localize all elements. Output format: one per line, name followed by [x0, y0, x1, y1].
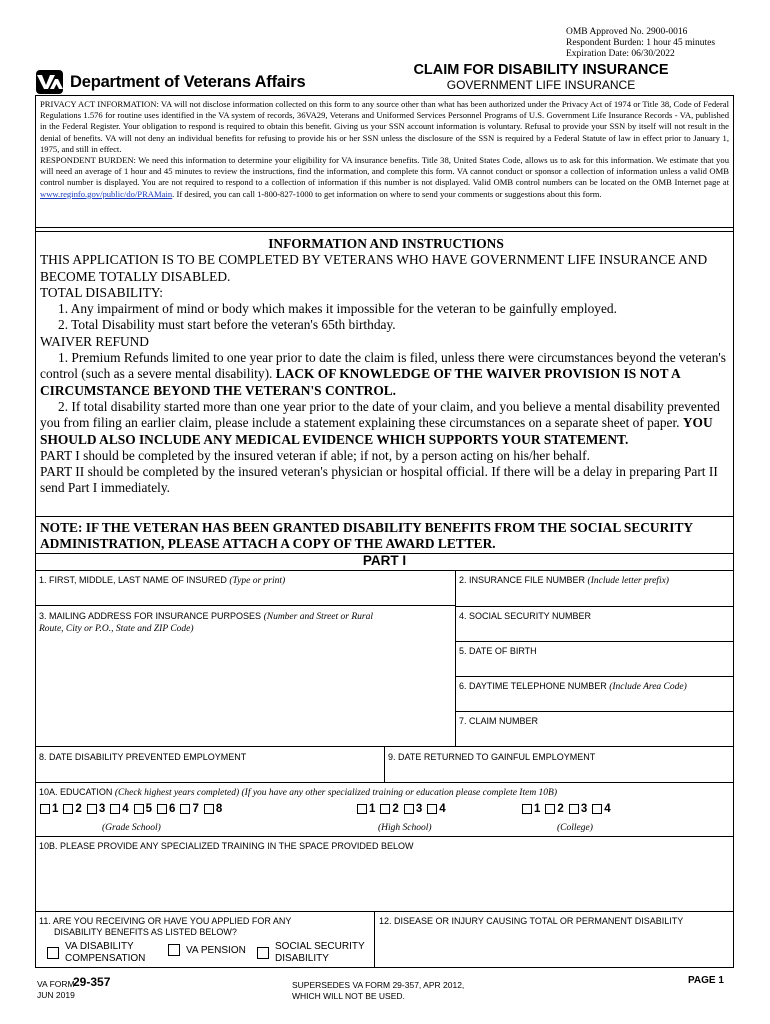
option-label — [65, 941, 145, 965]
option-label-line: SOCIAL SECURITY — [275, 941, 365, 952]
burden-text-end: . If desired, you can call 1-800-827-1000 to get information on where to send your comments or suggestions about this form. — [172, 188, 602, 199]
privacy-act-text: PRIVACY ACT INFORMATION: VA will not disclose information collected on this form to any source other than what has been authorized under the Privacy Act of 1974 or Title 38, Code of Federal Regulations 1.576 for routine uses identified in the VA system of records, 36VA29, Veterans and Uniformed Services Personnel Programs of U.S. Government Life Insurance Records - VA, published in the Federal Register. Your obligation to respond is required to obtain this benefit. Giving us your SSN account information is voluntary. Refusal to provide your SSN by itself will not result in the denial of benefits. VA will not deny an individual benefits for refusing to provide his or her SSN unless the disclosure of the SSN is required by a Federal Statute of law in effect prior to January 1, 1975, and still in effect. — [40, 99, 729, 154]
insurance-file-number-field[interactable] — [459, 575, 669, 587]
college-checkbox-label: 4 — [604, 803, 611, 815]
field-label: 10A. EDUCATION — [39, 787, 113, 797]
field-label: 9. DATE RETURNED TO GAINFUL EMPLOYMENT — [388, 752, 596, 762]
divider — [35, 227, 734, 228]
field-hint: (Include Area Code) — [609, 682, 687, 692]
social-security-checkbox[interactable] — [257, 947, 269, 959]
grade-school-checkbox-label: 6 — [169, 803, 176, 815]
form-title: CLAIM FOR DISABILITY INSURANCE — [413, 62, 669, 78]
ssa-note: NOTE: IF THE VETERAN HAS BEEN GRANTED DISABILITY BENEFITS FROM THE SOCIAL SECURITY ADMINISTRATION, PLEASE ATTACH A COPY OF THE AWARD LETTER. — [40, 520, 693, 552]
date-returned-field[interactable] — [388, 752, 595, 763]
education-label — [39, 787, 557, 799]
respondent-burden: Respondent Burden: 1 hour 45 minutes — [566, 38, 716, 48]
va-disability-checkbox[interactable] — [47, 947, 59, 959]
field-hint: (Type or print) — [229, 576, 286, 586]
telephone-field[interactable] — [459, 681, 687, 693]
disease-injury-field[interactable] — [379, 916, 683, 927]
grade-school-checkbox-6[interactable] — [157, 804, 167, 814]
field-label: 12. DISEASE OR INJURY CAUSING TOTAL OR PERMANENT DISABILITY — [379, 916, 684, 926]
instructions-line: THIS APPLICATION IS TO BE COMPLETED BY VETERANS WHO HAVE GOVERNMENT LIFE INSURANCE AND BECOME TOTALLY DISABLED. — [40, 252, 708, 284]
va-pension-checkbox[interactable] — [168, 944, 180, 956]
pra-link[interactable]: www.reginfo.gov/public/do/PRAMain — [40, 188, 173, 199]
form-number: 29-357 — [73, 975, 111, 989]
college-checkbox-label: 3 — [580, 803, 588, 815]
field-label: DISABILITY BENEFITS AS LISTED BELOW? — [54, 927, 237, 937]
grade-school-checkbox-5[interactable] — [134, 804, 144, 814]
field-label: 1. FIRST, MIDDLE, LAST NAME OF INSURED — [39, 575, 227, 585]
option-label — [275, 941, 365, 965]
social-security-option[interactable] — [257, 941, 365, 965]
grade-school-checkbox-label: 2 — [75, 803, 82, 815]
agency-name: Department of Veterans Affairs — [70, 72, 306, 91]
claim-number-field[interactable] — [459, 716, 538, 727]
option-label-line: VA DISABILITY — [65, 941, 134, 952]
college-checkbox-label: 2 — [557, 803, 564, 815]
form-subtitle: GOVERNMENT LIFE INSURANCE — [446, 78, 636, 92]
divider — [455, 676, 734, 677]
field-label: 3. MAILING ADDRESS FOR INSURANCE PURPOSES — [39, 611, 262, 621]
divider — [35, 570, 734, 571]
field-label: 10B. PLEASE PROVIDE ANY SPECIALIZED TRAINING IN THE SPACE PROVIDED BELOW — [39, 841, 414, 851]
date-disability-field[interactable] — [39, 752, 246, 763]
supersedes-line2: WHICH WILL NOT BE USED. — [292, 991, 405, 1001]
divider — [35, 911, 734, 912]
option-label-line: COMPENSATION — [65, 953, 146, 964]
grade-school-checkbox-label: 1 — [52, 803, 59, 815]
ssn-field[interactable] — [459, 611, 591, 622]
option-label: VA PENSION — [186, 944, 246, 956]
high-school-checkbox-label: 4 — [439, 803, 446, 815]
divider — [35, 605, 455, 606]
field-label: 11. ARE YOU RECEIVING OR HAVE YOU APPLIED FOR ANY — [39, 916, 292, 926]
grade-school-checkbox-1[interactable] — [40, 804, 50, 814]
instructions-line: 2. Total Disability must start before the veteran's 65th birthday. — [58, 317, 396, 333]
divider — [35, 231, 734, 232]
va-form-label: VA FORM — [37, 979, 75, 989]
college-checkbox-label: 1 — [534, 803, 541, 815]
va-logo — [36, 68, 306, 96]
high-school-checkbox-2[interactable] — [380, 804, 390, 814]
burden-text: RESPONDENT BURDEN: We need this information to determine your eligibility for VA insurance benefits. Title 38, United States Code, allows us to ask for this information. We estimate that you will need an average of 1 hour and 45 minutes to review the instructions, find the information, and complete this form. VA cannot conduct or sponsor a collection of information unless a valid OMB control number is displayed. You are not required to respond to a collection of information if this number is not displayed. Valid OMB control numbers can be located on the OMB Internet page at — [40, 155, 729, 188]
field-hint: Route, City or P.O., State and ZIP Code) — [39, 624, 194, 634]
instructions-section — [40, 236, 732, 497]
field-label: 4. SOCIAL SECURITY NUMBER — [459, 611, 592, 621]
va-seal-icon — [36, 70, 63, 94]
grade-school-checkbox-8[interactable] — [204, 804, 214, 814]
omb-number: OMB Approved No. 2900-0016 — [566, 27, 688, 37]
divider — [35, 836, 734, 837]
college-caption: (College) — [557, 823, 593, 833]
high-school-checkbox-1[interactable] — [357, 804, 367, 814]
high-school-caption: (High School) — [378, 823, 432, 833]
waiver-text: 1. Premium Refunds limited to one year prior to date the claim is filed, unless there were circumstances beyond the veteran's control (such as a severe mental disability). — [40, 350, 727, 382]
divider — [455, 641, 734, 642]
form-date: JUN 2019 — [37, 990, 75, 1000]
grade-school-checkbox-7[interactable] — [180, 804, 190, 814]
waiver-bold-text: LACK OF KNOWLEDGE OF THE WAIVER PROVISION IS NOT A CIRCUMSTANCE BEYOND THE VETERAN'S CONTROL. — [40, 366, 680, 398]
field-label: 8. DATE DISABILITY PREVENTED EMPLOYMENT — [39, 752, 247, 762]
instructions-line: WAIVER REFUND — [40, 333, 149, 349]
page-number: PAGE 1 — [688, 975, 724, 986]
high-school-checkbox-3[interactable] — [404, 804, 414, 814]
instructions-line: PART II should be completed by the insured veteran's physician or hospital official. If there will be a delay in preparing Part II send Part I immediately. — [40, 464, 718, 496]
va-pension-option[interactable] — [168, 944, 246, 956]
field-hint: (Include letter prefix) — [587, 576, 669, 586]
respondent-burden-text — [40, 155, 729, 200]
college-checkboxes — [522, 803, 616, 815]
expiration-date: Expiration Date: 06/30/2022 — [566, 49, 675, 59]
grade-school-checkbox-label: 3 — [98, 803, 106, 815]
va-disability-option[interactable] — [47, 941, 145, 965]
insured-name-field[interactable] — [39, 575, 285, 587]
omb-info — [566, 27, 715, 60]
divider — [384, 746, 385, 782]
specialized-training-field[interactable] — [39, 841, 413, 852]
instructions-line: TOTAL DISABILITY: — [40, 284, 164, 300]
instructions-line: PART I should be completed by the insured veteran if able; if not, by a person acting on his/her behalf. — [40, 447, 590, 463]
high-school-checkbox-label: 1 — [369, 803, 376, 815]
form-title-block — [348, 62, 734, 95]
grade-school-checkbox-label: 4 — [122, 803, 129, 815]
option-label-line: DISABILITY — [275, 953, 329, 964]
grade-school-checkboxes — [40, 803, 227, 815]
divider — [35, 516, 734, 517]
supersedes-line1: SUPERSEDES VA FORM 29-357, APR 2012, — [292, 980, 465, 990]
high-school-checkbox-label: 3 — [415, 803, 423, 815]
disability-benefits-label — [39, 916, 291, 938]
grade-school-checkbox-label: 8 — [215, 803, 223, 815]
grade-school-checkbox-label: 7 — [192, 803, 199, 815]
divider — [455, 711, 734, 712]
medical-evidence-text: YOU SHOULD ALSO INCLUDE ANY MEDICAL EVIDENCE WHICH SUPPORTS YOUR STATEMENT. — [40, 415, 713, 447]
instructions-heading: INFORMATION AND INSTRUCTIONS — [268, 236, 504, 251]
college-checkbox-3[interactable] — [569, 804, 579, 814]
instructions-line — [40, 350, 732, 399]
field-hint: (Check highest years completed) (If you have any other specialized training or education please complete Item 10B) — [114, 788, 558, 798]
field-label: 5. DATE OF BIRTH — [459, 646, 537, 656]
high-school-checkboxes — [357, 803, 451, 815]
grade-school-checkbox-3[interactable] — [87, 804, 97, 814]
grade-school-checkbox-2[interactable] — [63, 804, 73, 814]
mailing-address-field[interactable] — [39, 611, 373, 635]
field-label: 6. DAYTIME TELEPHONE NUMBER — [459, 681, 607, 691]
instructions-line — [40, 399, 732, 448]
grade-school-checkbox-label: 5 — [145, 803, 153, 815]
field-hint: (Number and Street or Rural — [263, 612, 373, 622]
grade-school-checkbox-4[interactable] — [110, 804, 120, 814]
high-school-checkbox-4[interactable] — [427, 804, 437, 814]
divider — [374, 911, 375, 968]
field-label: 2. INSURANCE FILE NUMBER — [459, 575, 586, 585]
date-of-birth-field[interactable] — [459, 646, 537, 657]
part1-title: PART I — [362, 553, 407, 568]
college-checkbox-4[interactable] — [592, 804, 602, 814]
high-school-checkbox-label: 2 — [392, 803, 399, 815]
instructions-line: 1. Any impairment of mind or body which makes it impossible for the veteran to be gainfully employed. — [58, 301, 617, 317]
field-label: 7. CLAIM NUMBER — [459, 716, 539, 726]
privacy-section — [40, 99, 729, 200]
college-checkbox-2[interactable] — [545, 804, 555, 814]
divider — [455, 606, 734, 607]
mental-disability-text: 2. If total disability started more than one year prior to the date of your claim, and you believe a mental disability prevented you from filing an earlier claim, please include a statement explaining these circumstances on a separate sheet of paper. — [40, 398, 720, 431]
college-checkbox-1[interactable] — [522, 804, 532, 814]
divider — [35, 782, 734, 783]
grade-school-caption: (Grade School) — [102, 823, 161, 833]
divider — [455, 570, 456, 746]
